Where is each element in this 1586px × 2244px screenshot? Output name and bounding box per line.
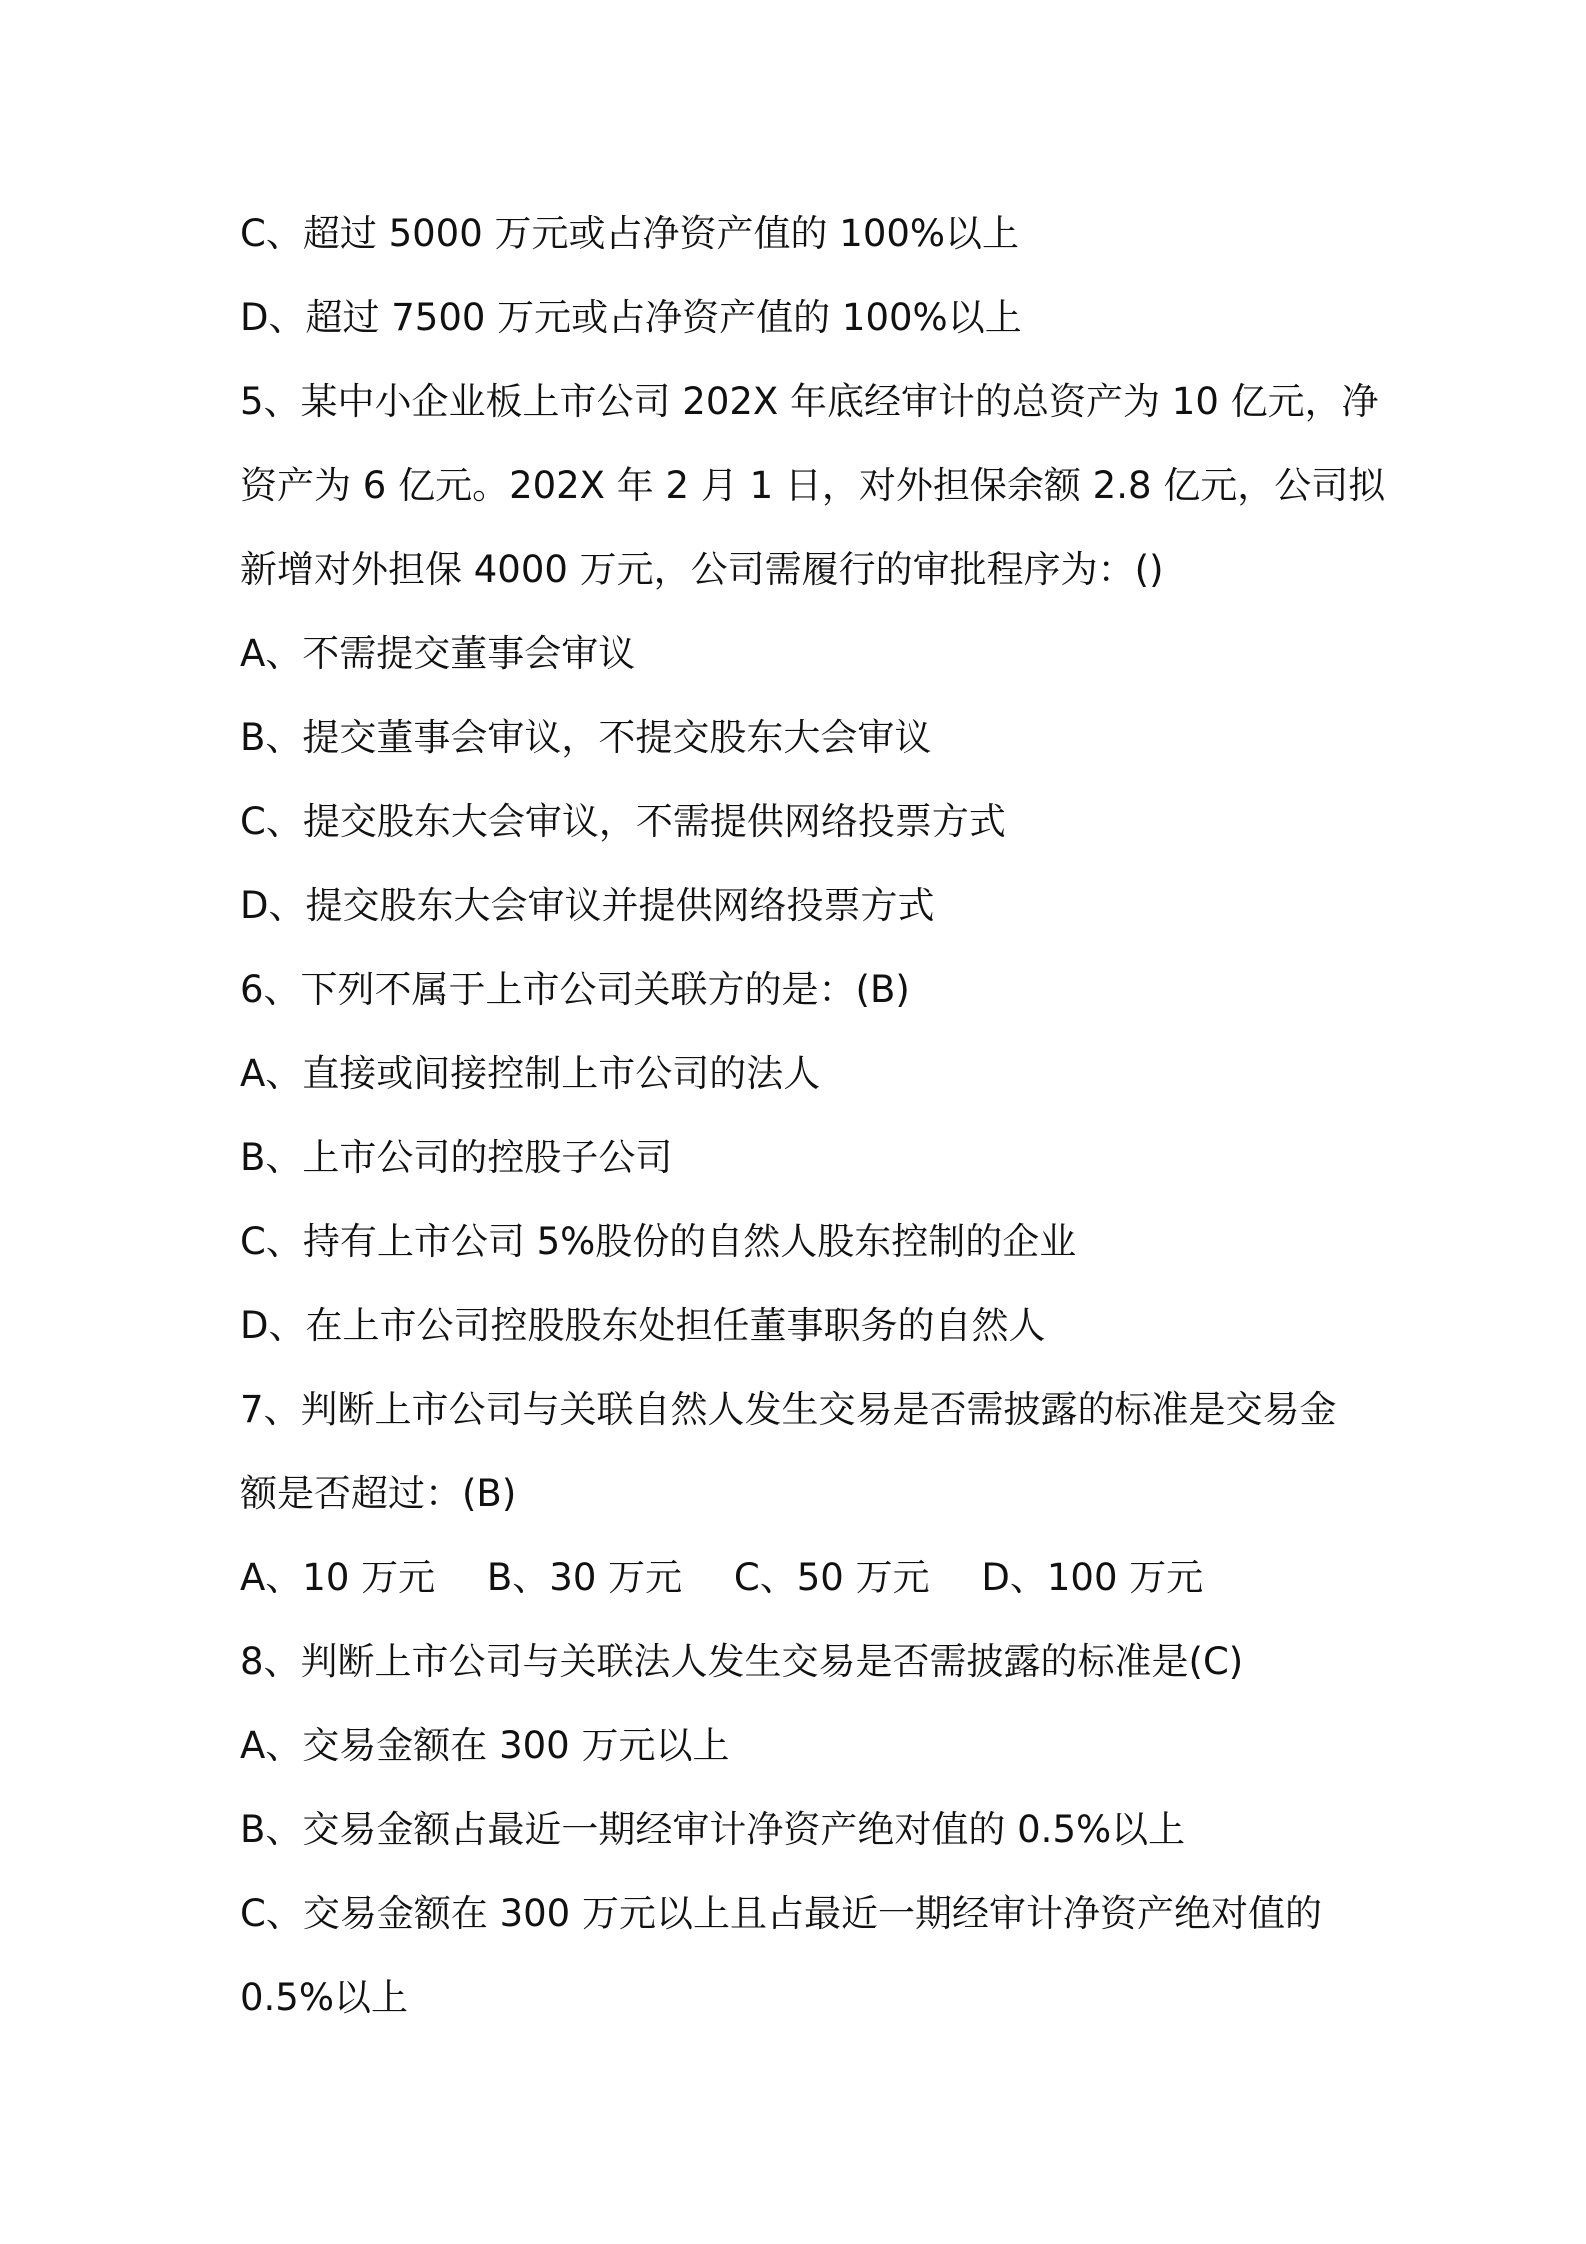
q4-option-d: D、超过 7500 万元或占净资产值的 100%以上 (240, 296, 1022, 339)
q5-stem-line-1: 5、某中小企业板上市公司 202X 年底经审计的总资产为 10 亿元，净 (240, 380, 1379, 423)
q8-stem: 8、判断上市公司与关联法人发生交易是否需披露的标准是(C) (240, 1640, 1244, 1683)
q5-option-c: C、提交股东大会审议，不需提供网络投票方式 (240, 800, 1006, 843)
q6-option-d: D、在上市公司控股股东处担任董事职务的自然人 (240, 1304, 1046, 1347)
q7-stem-line-1: 7、判断上市公司与关联自然人发生交易是否需披露的标准是交易金 (240, 1388, 1337, 1431)
q6-option-b: B、上市公司的控股子公司 (240, 1136, 673, 1179)
q6-option-c: C、持有上市公司 5%股份的自然人股东控制的企业 (240, 1220, 1077, 1263)
q5-stem-line-2: 资产为 6 亿元。202X 年 2 月 1 日，对外担保余额 2.8 亿元，公司拟 (240, 464, 1386, 507)
q8-option-c-line-1: C、交易金额在 300 万元以上且占最近一期经审计净资产绝对值的 (240, 1892, 1322, 1935)
q5-stem-line-3: 新增对外担保 4000 万元，公司需履行的审批程序为：() (240, 548, 1164, 591)
q6-option-a: A、直接或间接控制上市公司的法人 (240, 1052, 821, 1095)
q8-option-a: A、交易金额在 300 万元以上 (240, 1724, 730, 1767)
q7-option-b: B、30 万元 (486, 1556, 683, 1599)
q5-option-a: A、不需提交董事会审议 (240, 632, 636, 675)
q7-stem-line-2: 额是否超过：(B) (240, 1472, 517, 1515)
q5-option-b: B、提交董事会审议，不提交股东大会审议 (240, 716, 932, 759)
q7-option-c: C、50 万元 (733, 1556, 930, 1599)
q7-options-row (240, 1536, 1360, 1620)
q7-option-d: D、100 万元 (981, 1556, 1204, 1599)
q7-option-a: A、10 万元 (240, 1556, 436, 1599)
q5-option-d: D、提交股东大会审议并提供网络投票方式 (240, 884, 935, 927)
q4-option-c: C、超过 5000 万元或占净资产值的 100%以上 (240, 212, 1020, 255)
question-text-block (240, 192, 1386, 2040)
q8-option-b: B、交易金额占最近一期经审计净资产绝对值的 0.5%以上 (240, 1808, 1186, 1851)
q8-option-c-line-2: 0.5%以上 (240, 1976, 408, 2019)
q6-stem: 6、下列不属于上市公司关联方的是：(B) (240, 968, 910, 1011)
